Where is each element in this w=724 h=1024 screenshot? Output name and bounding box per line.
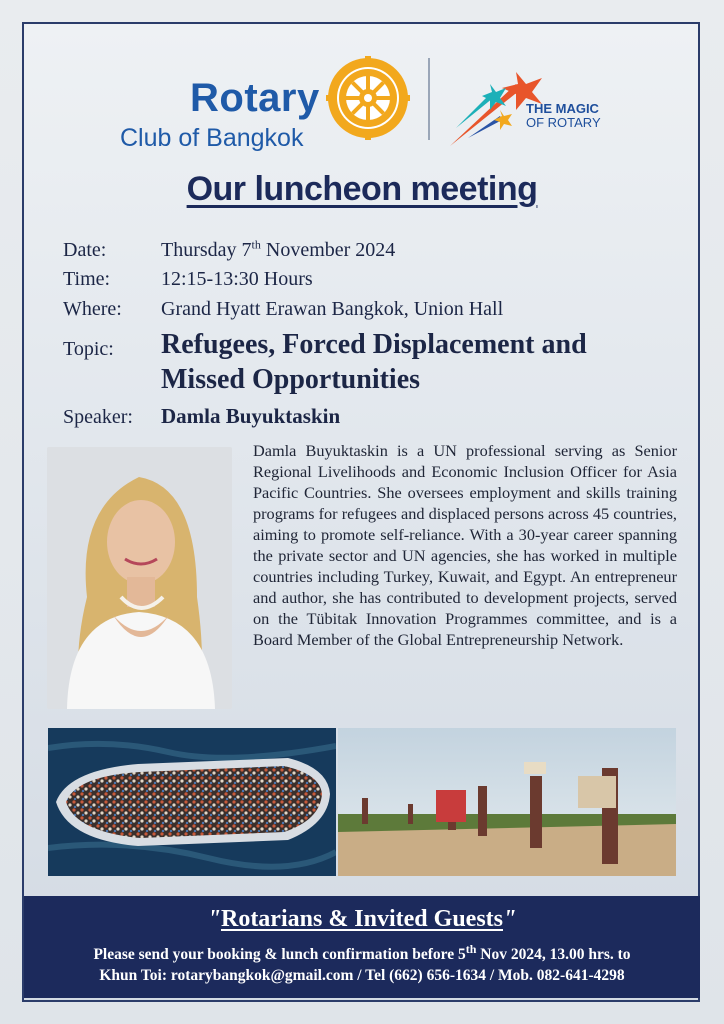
speaker-bio: Damla Buyuktaskin is a UN professional serving as Senior Regional Livelihoods and Economic Inclusion Officer for Asia Pacific Countries. She oversees employment and skills training programs for refugees and displaced persons across 45 countries, aiming to promote self-reliance. With a 30-year career spanning the private sector and UN agencies, she has worked in multiple countries including Turkey, Kuwait, and Egypt. An entrepreneur and author, she has contributed to development projects, served on the Tübitak Innovation Programmes committee, and is a Board Member of the Global Entrepreneurship Network. <box>253 441 677 649</box>
magic-of-rotary-text <box>526 102 601 130</box>
refugee-boat-photo <box>48 728 336 876</box>
where-value: Grand Hyatt Erawan Bangkok, Union Hall <box>161 298 504 320</box>
date-row <box>63 237 395 262</box>
topic-value: Refugees, Forced Displacement and Missed Opportunities <box>161 329 587 395</box>
speaker-photo <box>47 447 232 709</box>
where-label: Where: <box>63 298 122 320</box>
guests-close-quote: " <box>503 906 517 932</box>
speaker-value: Damla Buyuktaskin <box>161 404 341 428</box>
speaker-label: Speaker: <box>63 406 133 428</box>
title-text: Our luncheon meeting <box>186 170 538 208</box>
time-value: 12:15-13:30 Hours <box>161 268 313 290</box>
booking-line-2: Khun Toi: rotarybangkok@gmail.com / Tel (662) 656-1634 / Mob. 082-641-4298 <box>99 967 625 985</box>
rotary-wordmark: Rotary <box>190 76 320 120</box>
date-value-pre: Thursday 7 <box>161 238 252 261</box>
time-label: Time: <box>63 268 111 290</box>
speaker-row <box>63 404 340 429</box>
booking-line-1-post: Nov 2024, 13.00 hrs. to <box>476 946 631 964</box>
guests-heading <box>24 906 700 933</box>
date-value-sup: th <box>251 237 261 251</box>
rotary-wheel-logo <box>326 56 410 140</box>
where-row <box>63 298 503 321</box>
booking-line-1-sup: th <box>465 942 477 956</box>
booking-footer <box>24 896 700 998</box>
topic-row <box>63 338 161 361</box>
time-row <box>63 268 313 291</box>
date-value-post: November 2024 <box>260 238 396 261</box>
page-title <box>0 170 724 209</box>
booking-line-1-pre: Please send your booking & lunch confirmation before 5 <box>93 946 466 964</box>
date-value <box>161 239 395 261</box>
refugees-walking-photo <box>338 728 676 876</box>
date-label: Date: <box>63 238 107 261</box>
booking-line-1 <box>24 939 700 965</box>
logo-divider <box>428 58 430 140</box>
club-name: Club of Bangkok <box>120 124 304 152</box>
guests-text: Rotarians & Invited Guests <box>220 906 503 932</box>
guests-open-quote: " <box>207 906 221 932</box>
magic-line-2: OF ROTARY <box>526 115 601 130</box>
topic-label: Topic: <box>63 338 114 360</box>
magic-line-1: THE MAGIC <box>526 101 599 116</box>
